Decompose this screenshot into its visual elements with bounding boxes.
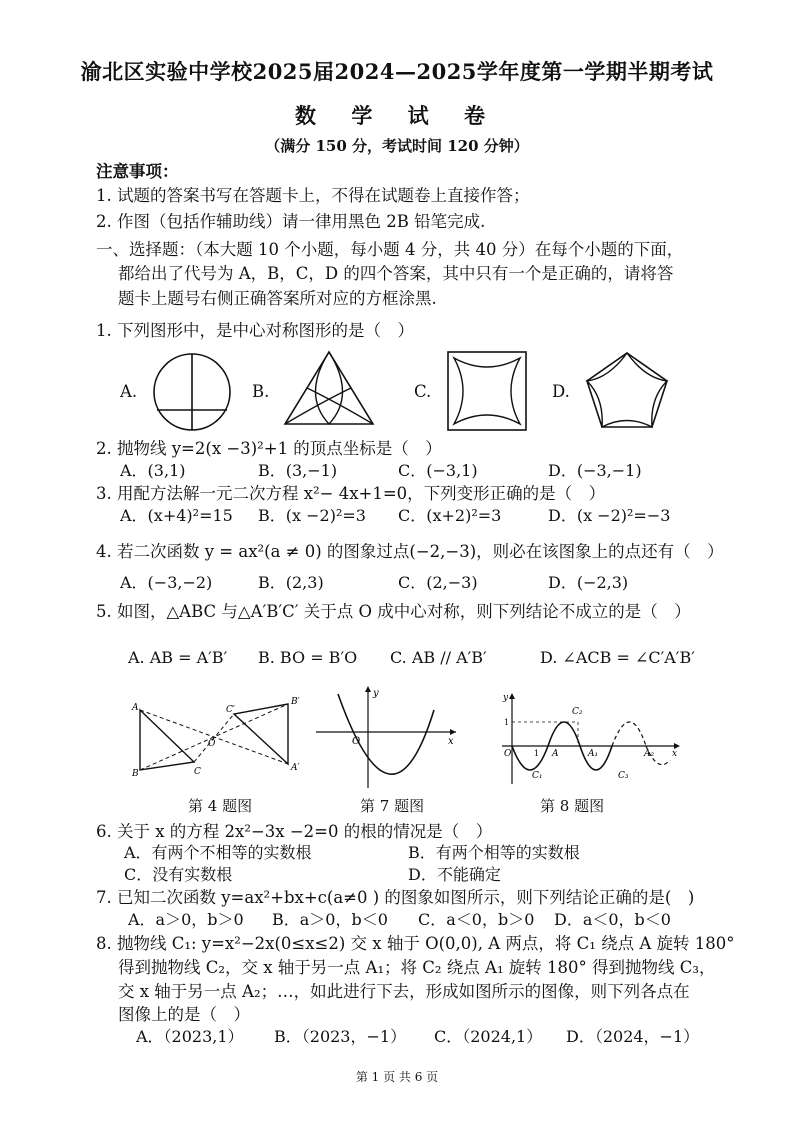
q7-option-b: B．a＞0，b＜0 <box>272 910 388 929</box>
q1-figure-c <box>446 350 528 432</box>
q6-option-d: D．不能确定 <box>408 865 501 884</box>
q1-label-c: C. <box>414 382 432 401</box>
q7-option-a: A．a＞0，b＞0 <box>128 910 244 929</box>
fig8-label-y: y <box>503 693 509 703</box>
fig7-label-o: O <box>352 736 361 747</box>
fig4-label-a-prime: A′ <box>291 763 300 773</box>
exam-subject: 数 学 试 卷 <box>295 103 499 128</box>
q5-option-c: C. AB // A′B′ <box>390 648 487 667</box>
q8-option-c: C．（2024,1） <box>434 1027 543 1046</box>
q4-option-b: B．(2,3) <box>258 573 324 592</box>
fig4-label-a: A <box>132 703 139 713</box>
q8-option-d: D．（2024，−1） <box>566 1027 700 1046</box>
q8-line-1: 8. 抛物线 C₁: y=x²−2x(0≤x≤2) 交 x 轴于 O(0,0), A 两点，将 C₁ 绕点 A 旋转 180° <box>96 934 735 953</box>
q1-figure-a <box>148 352 236 432</box>
notice-heading: 注意事项： <box>96 162 179 181</box>
section-intro-line-2: 都给出了代号为 A，B，C，D 的四个答案，其中只有一个是正确的，请将答 <box>118 264 674 283</box>
fig8-label-c1: C₁ <box>532 771 543 781</box>
q1-label-b: B. <box>252 382 270 401</box>
caption-figure-4: 第 4 题图 <box>188 797 253 815</box>
q1-stem: 1. 下列图形中，是中心对称图形的是（ ） <box>96 321 414 340</box>
figure-4-central-symmetry <box>128 694 308 784</box>
q6-stem: 6. 关于 x 的方程 2x²−3x −2=0 的根的情况是（ ） <box>96 822 493 841</box>
q8-option-a: A．（2023,1） <box>136 1027 244 1046</box>
figure-8-parabola-chain <box>498 690 684 786</box>
caption-figure-7: 第 7 题图 <box>360 797 425 815</box>
fig8-label-c2: C₂ <box>572 707 583 717</box>
q6-option-b: B．有两个相等的实数根 <box>408 843 580 862</box>
q3-option-c: C．(x+2)²=3 <box>398 506 502 525</box>
fig4-label-b-prime: B′ <box>291 697 300 707</box>
fig4-label-c: C <box>194 767 201 777</box>
q2-option-a: A．(3,1) <box>120 461 186 480</box>
q4-option-c: C．(2,−3) <box>398 573 478 592</box>
figure-7-parabola <box>316 684 462 790</box>
q8-line-3: 交 x 轴于另一点 A₂；…，如此进行下去，形成如图所示的图像，则下列各点在 <box>118 982 690 1001</box>
caption-figure-8: 第 8 题图 <box>540 797 605 815</box>
notice-item-1: 1. 试题的答案书写在答题卡上，不得在试题卷上直接作答； <box>96 186 530 205</box>
q6-option-a: A．有两个不相等的实数根 <box>124 843 312 862</box>
q4-stem: 4. 若二次函数 y = ax²(a ≠ 0) 的图象过点(−2,−3)，则必在该图象上的点还有（ ） <box>96 542 724 561</box>
fig8-label-one-x: 1 <box>534 749 540 758</box>
q8-line-4: 图像上的是（ ） <box>118 1005 250 1024</box>
fig8-label-x: x <box>672 749 678 759</box>
q8-line-2: 得到抛物线 C₂，交 x 轴于另一点 A₁；将 C₂ 绕点 A₁ 旋转 180° 得到抛物线 C₃， <box>118 958 716 977</box>
fig8-label-c3: C₃ <box>618 771 629 781</box>
q1-figure-b <box>282 350 376 428</box>
q3-option-d: D．(x −2)²=−3 <box>548 506 671 525</box>
exam-title: 渝北区实验中学校2025届2024—2025学年度第一学期半期考试 <box>80 59 714 84</box>
q7-stem: 7. 已知二次函数 y=ax²+bx+c(a≠0 ) 的图象如图所示，则下列结论正确的是( ) <box>96 888 695 907</box>
fig8-label-a2: A₂ <box>644 749 655 759</box>
q3-stem: 3. 用配方法解一元二次方程 x²− 4x+1=0，下列变形正确的是（ ） <box>96 484 606 503</box>
score-info: （满分 150 分，考试时间 120 分钟） <box>265 137 529 155</box>
fig4-label-c-prime: C′ <box>226 705 235 715</box>
q4-option-a: A．(−3,−2) <box>120 573 213 592</box>
q5-option-a: A. AB = A′B′ <box>128 648 228 667</box>
q2-option-c: C．(−3,1) <box>398 461 478 480</box>
q1-label-d: D. <box>552 382 570 401</box>
fig8-label-one-y: 1 <box>504 718 510 727</box>
fig8-label-a1: A₁ <box>588 749 599 759</box>
q1-figure-d <box>584 350 670 430</box>
q3-option-b: B．(x −2)²=3 <box>258 506 366 525</box>
fig8-label-o: O <box>504 749 512 759</box>
q5-option-b: B. BO = B′O <box>258 648 358 667</box>
q4-option-d: D．(−2,3) <box>548 573 629 592</box>
fig4-label-o: O <box>208 739 216 749</box>
q5-option-d: D. ∠ACB = ∠C′A′B′ <box>540 648 695 667</box>
q8-option-b: B．（2023，−1） <box>274 1027 407 1046</box>
q1-label-a: A. <box>120 382 138 401</box>
q6-option-c: C．没有实数根 <box>124 865 233 884</box>
fig8-label-a: A <box>552 749 559 759</box>
q5-stem: 5. 如图，△ABC 与△A′B′C′ 关于点 O 成中心对称，则下列结论不成立的是（ ） <box>96 602 691 621</box>
q2-option-d: D．(−3,−1) <box>548 461 642 480</box>
q2-stem: 2. 抛物线 y=2(x −3)²+1 的顶点坐标是（ ） <box>96 439 442 458</box>
notice-item-2: 2. 作图（包括作辅助线）请一律用黑色 2B 铅笔完成. <box>96 212 486 231</box>
section-intro-line-1: 一、选择题：（本大题 10 个小题，每小题 4 分，共 40 分）在每个小题的下面， <box>96 240 684 259</box>
fig7-label-x: x <box>448 736 454 747</box>
q3-option-a: A．(x+4)²=15 <box>120 506 233 525</box>
fig4-label-b: B <box>132 769 139 779</box>
q7-option-d: D．a＜0，b＜0 <box>554 910 671 929</box>
q2-option-b: B．(3,−1) <box>258 461 338 480</box>
fig7-label-y: y <box>373 688 379 699</box>
page-number: 第 1 页 共 6 页 <box>355 1070 439 1084</box>
q7-option-c: C．a＜0，b＞0 <box>418 910 535 929</box>
section-intro-line-3: 题卡上题号右侧正确答案所对应的方框涂黑. <box>118 289 437 308</box>
